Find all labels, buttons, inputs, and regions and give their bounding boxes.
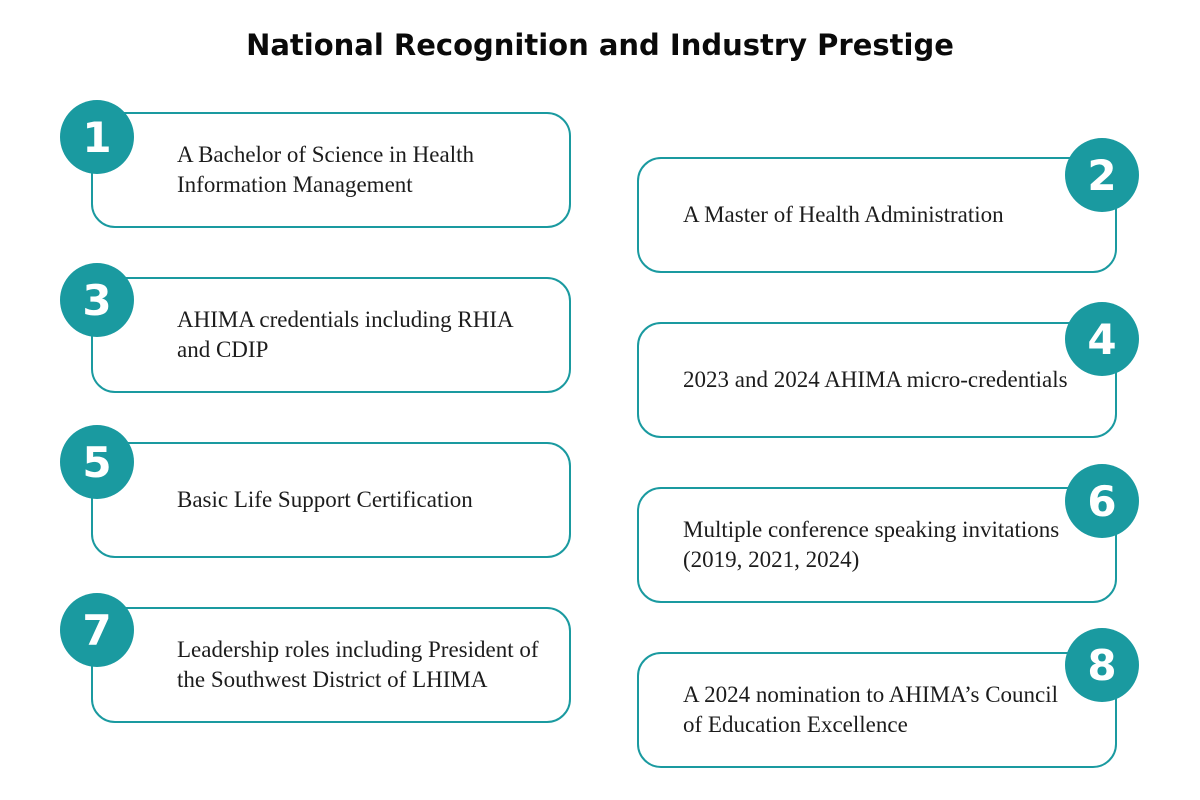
item-text-4: 2023 and 2024 AHIMA micro-credentials [683, 367, 1068, 392]
item-card-6 [637, 487, 1117, 603]
item-number-badge-8: 8 [1065, 628, 1139, 702]
item-text-6: Multiple conference speaking invitations (2019, 2021, 2024) [683, 517, 1060, 572]
item-number-badge-6: 6 [1065, 464, 1139, 538]
item-card-1 [91, 112, 571, 228]
item-number-badge-2: 2 [1065, 138, 1139, 212]
item-card-3 [91, 277, 571, 393]
item-card-2 [637, 157, 1117, 273]
item-card-7 [91, 607, 571, 723]
item-text-8: A 2024 nomination to AHIMA’s Council of Education Excellence [683, 682, 1059, 737]
item-card-5 [91, 442, 571, 558]
item-text-2: A Master of Health Administration [683, 202, 1004, 227]
item-card-8 [637, 652, 1117, 768]
item-number-badge-7: 7 [60, 593, 134, 667]
item-text-5: Basic Life Support Certification [177, 487, 473, 512]
item-text-1: A Bachelor of Science in Health Information Management [177, 142, 474, 197]
item-number-badge-3: 3 [60, 263, 134, 337]
item-text-7: Leadership roles including President of the Southwest District of LHIMA [177, 637, 539, 692]
item-card-4 [637, 322, 1117, 438]
item-number-badge-1: 1 [60, 100, 134, 174]
item-text-3: AHIMA credentials including RHIA and CDIP [177, 307, 513, 362]
item-number-badge-5: 5 [60, 425, 134, 499]
item-number-badge-4: 4 [1065, 302, 1139, 376]
page-title: National Recognition and Industry Prestige [246, 28, 954, 62]
